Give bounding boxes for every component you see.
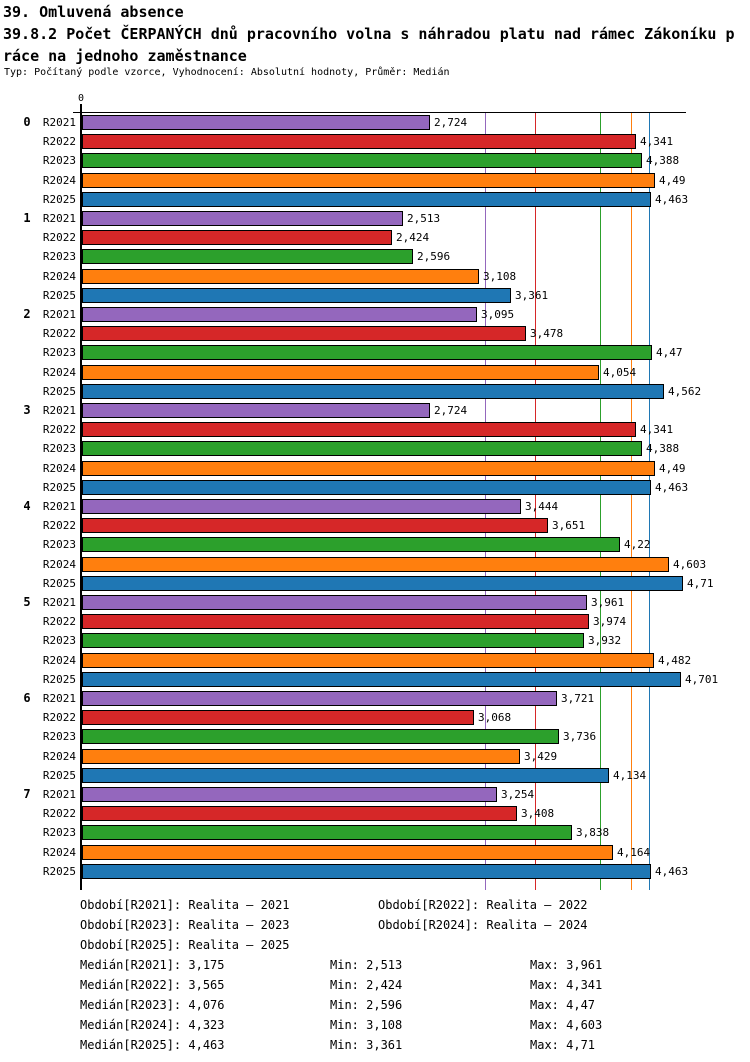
stat-min: Min: 2,513	[330, 958, 403, 972]
group-label: 5	[23, 595, 31, 609]
row-label: R2023	[42, 442, 76, 455]
bar	[82, 653, 654, 668]
stat-max: Max: 4,71	[530, 1038, 596, 1052]
row-label: R2024	[42, 654, 76, 667]
bar-value-label: 2,596	[417, 250, 451, 263]
bar	[82, 787, 497, 802]
row-label: R2021	[42, 212, 76, 225]
bar-value-label: 3,068	[478, 711, 512, 724]
row-label: R2024	[42, 846, 76, 859]
bar	[82, 729, 559, 744]
bar	[82, 288, 511, 303]
bar	[82, 134, 636, 149]
row-label: R2023	[42, 154, 76, 167]
bar	[82, 345, 652, 360]
group-label: 3	[23, 403, 31, 417]
bar-value-label: 4,49	[659, 462, 686, 475]
stat-median: Medián[R2025]: 4,463	[80, 1038, 225, 1052]
row-label: R2024	[42, 750, 76, 763]
group-label: 6	[23, 691, 31, 705]
stat-min: Min: 3,361	[330, 1038, 403, 1052]
stat-median: Medián[R2021]: 3,175	[80, 958, 225, 972]
bar-value-label: 4,701	[685, 673, 719, 686]
bar-value-label: 2,424	[396, 231, 430, 244]
stat-min: Min: 3,108	[330, 1018, 403, 1032]
bar-value-label: 3,736	[563, 730, 597, 743]
bar-value-label: 4,49	[659, 174, 686, 187]
bar-value-label: 3,932	[588, 634, 622, 647]
bar-value-label: 4,463	[655, 865, 689, 878]
stat-median: Medián[R2024]: 4,323	[80, 1018, 225, 1032]
bar-value-label: 3,254	[501, 788, 535, 801]
bar	[82, 326, 526, 341]
bar-value-label: 4,164	[617, 846, 651, 859]
bar-value-label: 3,651	[552, 519, 586, 532]
group-label: 2	[23, 307, 31, 321]
report-meta: Typ: Počítaný podle vzorce, Vyhodnocení: Absolutní hodnoty, Průměr: Medián	[4, 67, 450, 78]
row-label: R2021	[42, 404, 76, 417]
bar-value-label: 4,463	[655, 193, 689, 206]
bar	[82, 153, 642, 168]
row-label: R2024	[42, 462, 76, 475]
legend-item: Období[R2023]: Realita – 2023	[80, 918, 290, 932]
bar-value-label: 4,341	[640, 423, 674, 436]
stat-median: Medián[R2023]: 4,076	[80, 998, 225, 1012]
bar	[82, 845, 613, 860]
bar	[82, 307, 477, 322]
row-label: R2021	[42, 596, 76, 609]
bar-value-label: 2,513	[407, 212, 441, 225]
bar-value-label: 3,361	[515, 289, 549, 302]
bar	[82, 365, 599, 380]
bar	[82, 480, 651, 495]
row-label: R2021	[42, 692, 76, 705]
bar	[82, 461, 655, 476]
stat-max: Max: 4,603	[530, 1018, 603, 1032]
bar-value-label: 3,429	[524, 750, 558, 763]
bar-value-label: 4,134	[613, 769, 647, 782]
x-axis-top-line	[73, 112, 686, 113]
bar-value-label: 4,054	[603, 366, 637, 379]
row-label: R2022	[42, 711, 76, 724]
row-label: R2024	[42, 270, 76, 283]
bar-value-label: 3,478	[530, 327, 564, 340]
row-label: R2023	[42, 730, 76, 743]
stat-max: Max: 4,341	[530, 978, 603, 992]
row-label: R2022	[42, 615, 76, 628]
bar-value-label: 4,341	[640, 135, 674, 148]
bar	[82, 557, 669, 572]
bar	[82, 499, 521, 514]
bar-value-label: 2,724	[434, 116, 468, 129]
legend-item: Období[R2024]: Realita – 2024	[378, 918, 588, 932]
bar	[82, 691, 557, 706]
group-label: 1	[23, 211, 31, 225]
bar-value-label: 3,444	[525, 500, 559, 513]
bar-value-label: 4,482	[658, 654, 692, 667]
row-label: R2022	[42, 423, 76, 436]
zero-tick-label: 0	[77, 93, 85, 104]
row-label: R2024	[42, 174, 76, 187]
row-label: R2021	[42, 500, 76, 513]
bar-value-label: 4,603	[673, 558, 707, 571]
bar-value-label: 3,838	[576, 826, 610, 839]
stat-median: Medián[R2022]: 3,565	[80, 978, 225, 992]
row-label: R2022	[42, 135, 76, 148]
bar-value-label: 4,388	[646, 154, 680, 167]
row-label: R2022	[42, 327, 76, 340]
bar	[82, 864, 651, 879]
row-label: R2021	[42, 788, 76, 801]
bar	[82, 115, 430, 130]
bar	[82, 749, 520, 764]
row-label: R2025	[42, 385, 76, 398]
row-label: R2025	[42, 481, 76, 494]
bar	[82, 633, 584, 648]
bar	[82, 249, 413, 264]
row-label: R2025	[42, 769, 76, 782]
bar-value-label: 4,47	[656, 346, 683, 359]
row-label: R2025	[42, 865, 76, 878]
bar	[82, 384, 664, 399]
stat-max: Max: 4,47	[530, 998, 596, 1012]
bar	[82, 768, 609, 783]
bar	[82, 230, 392, 245]
bar-value-label: 3,108	[483, 270, 517, 283]
row-label: R2023	[42, 250, 76, 263]
bar	[82, 192, 651, 207]
row-label: R2023	[42, 634, 76, 647]
median-line-R2025	[649, 112, 650, 890]
row-label: R2025	[42, 673, 76, 686]
bar-value-label: 4,71	[687, 577, 714, 590]
row-label: R2022	[42, 519, 76, 532]
bar	[82, 441, 642, 456]
bar	[82, 710, 474, 725]
bar-value-label: 4,562	[668, 385, 702, 398]
bar-value-label: 2,724	[434, 404, 468, 417]
report-subtitle-line2: ráce na jednoho zaměstnance	[3, 47, 247, 65]
report-subtitle-line1: 39.8.2 Počet ČERPANÝCH dnů pracovního volna s náhradou platu nad rámec Zákoníku p	[3, 25, 735, 43]
row-label: R2025	[42, 289, 76, 302]
row-label: R2023	[42, 346, 76, 359]
bar-value-label: 3,974	[593, 615, 627, 628]
stat-min: Min: 2,424	[330, 978, 403, 992]
bar	[82, 173, 655, 188]
stat-max: Max: 3,961	[530, 958, 603, 972]
group-label: 0	[23, 115, 31, 129]
row-label: R2022	[42, 231, 76, 244]
row-label: R2023	[42, 826, 76, 839]
legend-item: Období[R2025]: Realita – 2025	[80, 938, 290, 952]
bar	[82, 422, 636, 437]
bar-value-label: 3,961	[591, 596, 625, 609]
row-label: R2023	[42, 538, 76, 551]
bar-value-label: 3,095	[481, 308, 515, 321]
row-label: R2025	[42, 577, 76, 590]
bar	[82, 211, 403, 226]
bar	[82, 825, 572, 840]
row-label: R2025	[42, 193, 76, 206]
bar-value-label: 4,22	[624, 538, 651, 551]
bar-value-label: 4,463	[655, 481, 689, 494]
legend-item: Období[R2021]: Realita – 2021	[80, 898, 290, 912]
bar	[82, 269, 479, 284]
stat-min: Min: 2,596	[330, 998, 403, 1012]
group-label: 4	[23, 499, 31, 513]
row-label: R2024	[42, 366, 76, 379]
bar-value-label: 4,388	[646, 442, 680, 455]
bar	[82, 576, 683, 591]
legend-item: Období[R2022]: Realita – 2022	[378, 898, 588, 912]
bar	[82, 403, 430, 418]
row-label: R2024	[42, 558, 76, 571]
group-label: 7	[23, 787, 31, 801]
row-label: R2022	[42, 807, 76, 820]
bar	[82, 518, 548, 533]
y-axis-line	[80, 104, 82, 890]
bar	[82, 595, 587, 610]
bar-value-label: 3,408	[521, 807, 555, 820]
report-title: 39. Omluvená absence	[3, 3, 184, 21]
bar	[82, 537, 620, 552]
row-label: R2021	[42, 116, 76, 129]
bar	[82, 672, 681, 687]
bar	[82, 614, 589, 629]
bar	[82, 806, 517, 821]
row-label: R2021	[42, 308, 76, 321]
bar-value-label: 3,721	[561, 692, 595, 705]
